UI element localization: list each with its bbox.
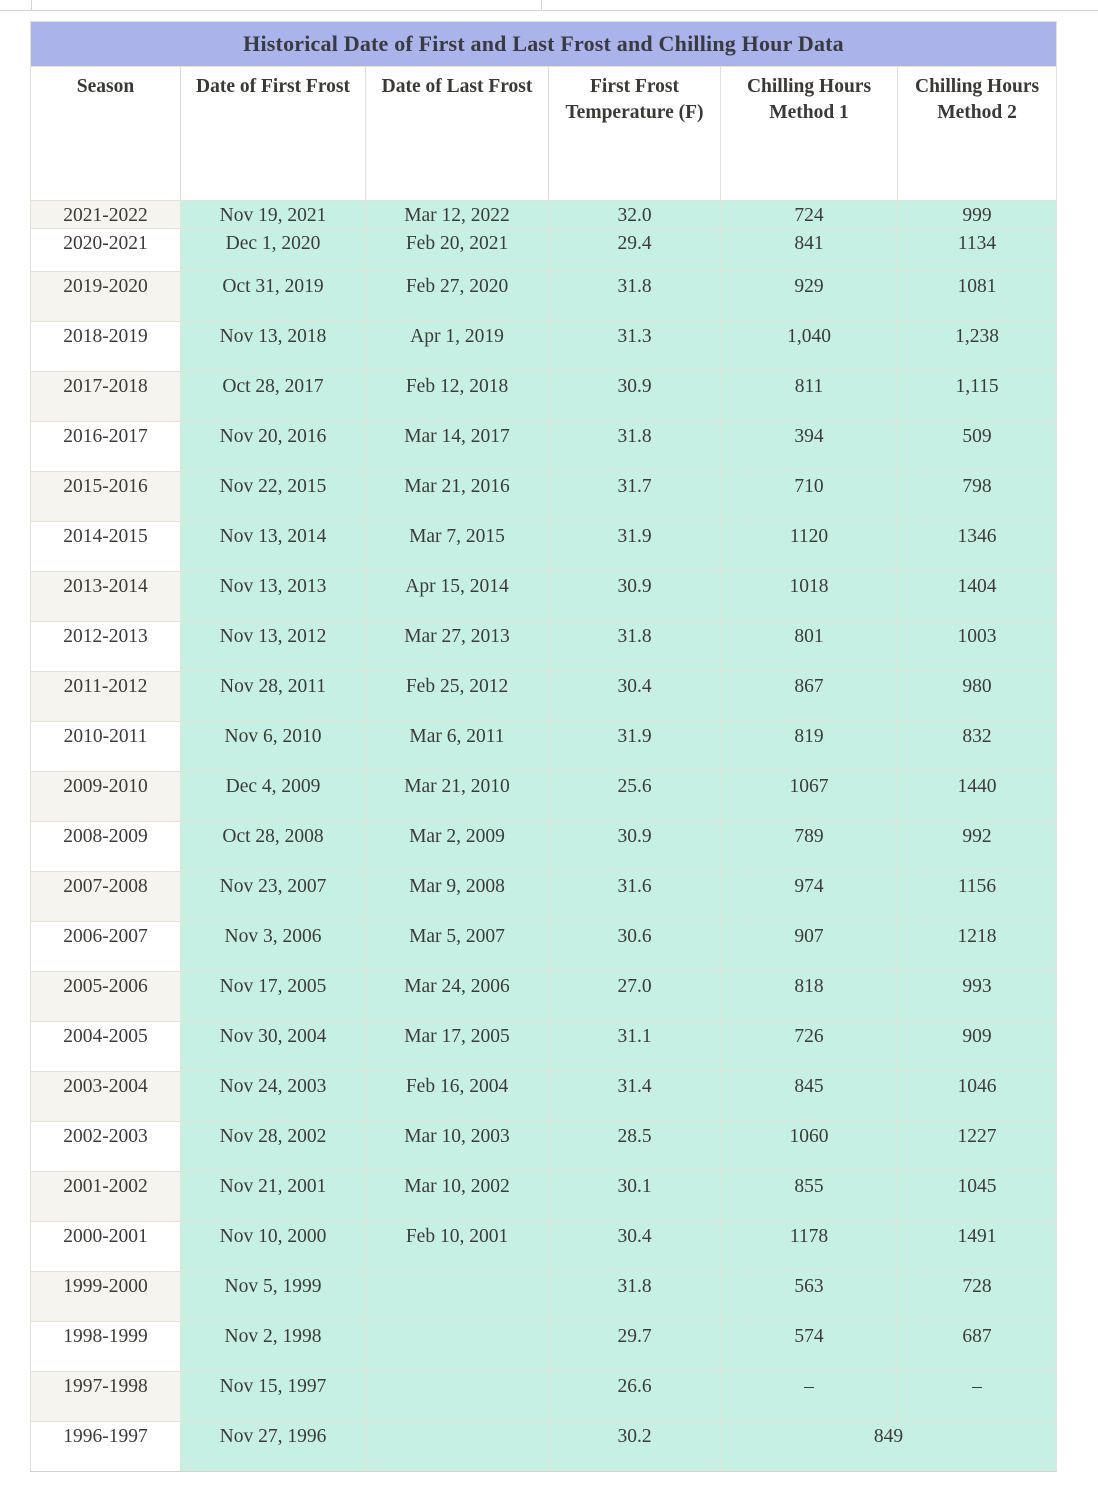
first-frost-temp-cell: 30.1 xyxy=(549,1172,721,1222)
table-row xyxy=(31,472,1057,522)
table-row xyxy=(31,522,1057,572)
chilling-hours-method1-cell: – xyxy=(721,1372,898,1422)
last-frost-date-cell: Feb 12, 2018 xyxy=(366,372,549,422)
chilling-hours-method2-cell: 980 xyxy=(898,672,1057,722)
table-row xyxy=(31,272,1057,322)
first-frost-temp-cell: 28.5 xyxy=(549,1122,721,1172)
chilling-hours-method2-cell: 728 xyxy=(898,1272,1057,1322)
frost-table-body xyxy=(31,201,1057,1472)
first-frost-temp-cell: 31.6 xyxy=(549,872,721,922)
last-frost-date-cell: Mar 27, 2013 xyxy=(366,622,549,672)
chilling-hours-method2-cell: 509 xyxy=(898,422,1057,472)
frost-table-container xyxy=(30,21,1098,1472)
chilling-hours-method2-cell: 1045 xyxy=(898,1172,1057,1222)
season-cell: 2003-2004 xyxy=(31,1072,181,1122)
chilling-hours-method1-cell: 841 xyxy=(721,229,898,272)
season-cell: 2008-2009 xyxy=(31,822,181,872)
chilling-hours-method2-cell: 992 xyxy=(898,822,1057,872)
top-remnant-divider xyxy=(541,0,542,10)
first-frost-date-cell: Nov 13, 2013 xyxy=(181,572,366,622)
chilling-hours-method2-cell: 1003 xyxy=(898,622,1057,672)
chilling-hours-method1-cell: 845 xyxy=(721,1072,898,1122)
chilling-hours-method1-cell: 1120 xyxy=(721,522,898,572)
chilling-hours-method1-cell: 818 xyxy=(721,972,898,1022)
table-row xyxy=(31,1272,1057,1322)
first-frost-date-cell: Nov 2, 1998 xyxy=(181,1322,366,1372)
chilling-hours-method1-cell: 789 xyxy=(721,822,898,872)
first-frost-date-cell: Nov 21, 2001 xyxy=(181,1172,366,1222)
first-frost-date-cell: Nov 27, 1996 xyxy=(181,1422,366,1472)
season-cell: 1997-1998 xyxy=(31,1372,181,1422)
chilling-hours-method2-cell: – xyxy=(898,1372,1057,1422)
first-frost-date-cell: Nov 3, 2006 xyxy=(181,922,366,972)
last-frost-date-cell: Feb 27, 2020 xyxy=(366,272,549,322)
season-cell: 2017-2018 xyxy=(31,372,181,422)
first-frost-date-cell: Nov 19, 2021 xyxy=(181,201,366,229)
last-frost-date-cell: Apr 1, 2019 xyxy=(366,322,549,372)
chilling-hours-method1-cell: 1,040 xyxy=(721,322,898,372)
first-frost-temp-cell: 32.0 xyxy=(549,201,721,229)
column-header-first-frost-temp: First Frost Temperature (F) xyxy=(549,67,721,201)
first-frost-date-cell: Nov 5, 1999 xyxy=(181,1272,366,1322)
first-frost-temp-cell: 31.3 xyxy=(549,322,721,372)
chilling-hours-method1-cell: 929 xyxy=(721,272,898,322)
column-header-row xyxy=(31,67,1057,201)
table-row xyxy=(31,422,1057,472)
first-frost-date-cell: Nov 15, 1997 xyxy=(181,1372,366,1422)
season-cell: 2020-2021 xyxy=(31,229,181,272)
season-cell: 2019-2020 xyxy=(31,272,181,322)
chilling-hours-method2-cell: 1046 xyxy=(898,1072,1057,1122)
first-frost-date-cell: Nov 20, 2016 xyxy=(181,422,366,472)
table-row xyxy=(31,1322,1057,1372)
first-frost-date-cell: Nov 17, 2005 xyxy=(181,972,366,1022)
first-frost-date-cell: Nov 13, 2014 xyxy=(181,522,366,572)
last-frost-date-cell xyxy=(366,1322,549,1372)
season-cell: 2014-2015 xyxy=(31,522,181,572)
last-frost-date-cell: Feb 20, 2021 xyxy=(366,229,549,272)
first-frost-date-cell: Nov 24, 2003 xyxy=(181,1072,366,1122)
first-frost-date-cell: Nov 30, 2004 xyxy=(181,1022,366,1072)
table-row xyxy=(31,322,1057,372)
chilling-hours-method1-cell: 710 xyxy=(721,472,898,522)
table-row xyxy=(31,1422,1057,1472)
table-row xyxy=(31,822,1057,872)
last-frost-date-cell: Mar 21, 2010 xyxy=(366,772,549,822)
table-row xyxy=(31,872,1057,922)
chilling-hours-method1-cell: 907 xyxy=(721,922,898,972)
column-header-last-frost-date: Date of Last Frost xyxy=(366,67,549,201)
last-frost-date-cell: Mar 21, 2016 xyxy=(366,472,549,522)
last-frost-date-cell: Mar 6, 2011 xyxy=(366,722,549,772)
top-remnant-row xyxy=(0,0,1098,11)
column-header-chilling-method-1: Chilling Hours Method 1 xyxy=(721,67,898,201)
chilling-hours-method2-cell: 832 xyxy=(898,722,1057,772)
chilling-hours-method1-cell: 801 xyxy=(721,622,898,672)
first-frost-date-cell: Dec 1, 2020 xyxy=(181,229,366,272)
top-remnant-divider xyxy=(31,0,32,10)
chilling-hours-method2-cell: 999 xyxy=(898,201,1057,229)
first-frost-temp-cell: 27.0 xyxy=(549,972,721,1022)
chilling-hours-method2-cell: 798 xyxy=(898,472,1057,522)
chilling-hours-method1-cell: 563 xyxy=(721,1272,898,1322)
first-frost-temp-cell: 30.9 xyxy=(549,822,721,872)
first-frost-temp-cell: 25.6 xyxy=(549,772,721,822)
season-cell: 2006-2007 xyxy=(31,922,181,972)
table-row xyxy=(31,772,1057,822)
table-row xyxy=(31,1022,1057,1072)
first-frost-temp-cell: 31.8 xyxy=(549,272,721,322)
last-frost-date-cell: Feb 25, 2012 xyxy=(366,672,549,722)
chilling-hours-method2-cell: 909 xyxy=(898,1022,1057,1072)
chilling-hours-method1-cell: 726 xyxy=(721,1022,898,1072)
last-frost-date-cell xyxy=(366,1372,549,1422)
first-frost-date-cell: Nov 13, 2018 xyxy=(181,322,366,372)
chilling-hours-method1-cell: 811 xyxy=(721,372,898,422)
season-cell: 2009-2010 xyxy=(31,772,181,822)
first-frost-temp-cell: 31.1 xyxy=(549,1022,721,1072)
table-row xyxy=(31,229,1057,272)
season-cell: 2010-2011 xyxy=(31,722,181,772)
chilling-hours-method2-cell: 1,238 xyxy=(898,322,1057,372)
season-cell: 2011-2012 xyxy=(31,672,181,722)
first-frost-temp-cell: 31.9 xyxy=(549,722,721,772)
table-row xyxy=(31,622,1057,672)
first-frost-temp-cell: 31.9 xyxy=(549,522,721,572)
first-frost-date-cell: Nov 23, 2007 xyxy=(181,872,366,922)
first-frost-temp-cell: 30.9 xyxy=(549,572,721,622)
frost-data-table xyxy=(30,21,1057,1472)
chilling-hours-method1-cell: 1060 xyxy=(721,1122,898,1172)
first-frost-temp-cell: 29.7 xyxy=(549,1322,721,1372)
chilling-hours-method2-cell: 687 xyxy=(898,1322,1057,1372)
first-frost-date-cell: Oct 28, 2008 xyxy=(181,822,366,872)
first-frost-date-cell: Nov 28, 2011 xyxy=(181,672,366,722)
season-cell: 2004-2005 xyxy=(31,1022,181,1072)
table-row xyxy=(31,972,1057,1022)
chilling-hours-method2-cell: 1218 xyxy=(898,922,1057,972)
table-row xyxy=(31,1072,1057,1122)
table-row xyxy=(31,572,1057,622)
season-cell: 1996-1997 xyxy=(31,1422,181,1472)
first-frost-date-cell: Nov 13, 2012 xyxy=(181,622,366,672)
first-frost-temp-cell: 29.4 xyxy=(549,229,721,272)
chilling-hours-method2-cell: 1404 xyxy=(898,572,1057,622)
table-row xyxy=(31,672,1057,722)
first-frost-temp-cell: 30.2 xyxy=(549,1422,721,1472)
table-row xyxy=(31,1372,1057,1422)
season-cell: 2002-2003 xyxy=(31,1122,181,1172)
first-frost-temp-cell: 30.6 xyxy=(549,922,721,972)
table-row xyxy=(31,1122,1057,1172)
chilling-hours-method1-cell: 1018 xyxy=(721,572,898,622)
chilling-hours-method2-cell: 1440 xyxy=(898,772,1057,822)
last-frost-date-cell: Mar 12, 2022 xyxy=(366,201,549,229)
first-frost-temp-cell: 30.4 xyxy=(549,672,721,722)
chilling-hours-method2-cell: 1227 xyxy=(898,1122,1057,1172)
season-cell: 2001-2002 xyxy=(31,1172,181,1222)
last-frost-date-cell xyxy=(366,1272,549,1322)
season-cell: 1998-1999 xyxy=(31,1322,181,1372)
chilling-hours-method1-cell: 394 xyxy=(721,422,898,472)
chilling-hours-merged-cell: 849 xyxy=(721,1422,1057,1472)
column-header-chilling-method-2: Chilling Hours Method 2 xyxy=(898,67,1057,201)
first-frost-temp-cell: 30.9 xyxy=(549,372,721,422)
first-frost-temp-cell: 31.8 xyxy=(549,422,721,472)
season-cell: 2000-2001 xyxy=(31,1222,181,1272)
chilling-hours-method2-cell: 1,115 xyxy=(898,372,1057,422)
chilling-hours-method1-cell: 574 xyxy=(721,1322,898,1372)
column-header-season: Season xyxy=(31,67,181,201)
last-frost-date-cell: Mar 14, 2017 xyxy=(366,422,549,472)
season-cell: 2018-2019 xyxy=(31,322,181,372)
first-frost-temp-cell: 31.8 xyxy=(549,1272,721,1322)
chilling-hours-method2-cell: 1491 xyxy=(898,1222,1057,1272)
chilling-hours-method1-cell: 724 xyxy=(721,201,898,229)
last-frost-date-cell: Mar 5, 2007 xyxy=(366,922,549,972)
last-frost-date-cell xyxy=(366,1422,549,1472)
season-cell: 1999-2000 xyxy=(31,1272,181,1322)
chilling-hours-method1-cell: 1178 xyxy=(721,1222,898,1272)
first-frost-temp-cell: 30.4 xyxy=(549,1222,721,1272)
last-frost-date-cell: Mar 9, 2008 xyxy=(366,872,549,922)
first-frost-date-cell: Nov 6, 2010 xyxy=(181,722,366,772)
chilling-hours-method2-cell: 1346 xyxy=(898,522,1057,572)
last-frost-date-cell: Mar 24, 2006 xyxy=(366,972,549,1022)
chilling-hours-method2-cell: 1081 xyxy=(898,272,1057,322)
first-frost-date-cell: Dec 4, 2009 xyxy=(181,772,366,822)
first-frost-temp-cell: 31.8 xyxy=(549,622,721,672)
season-cell: 2007-2008 xyxy=(31,872,181,922)
first-frost-date-cell: Nov 22, 2015 xyxy=(181,472,366,522)
season-cell: 2005-2006 xyxy=(31,972,181,1022)
first-frost-temp-cell: 31.4 xyxy=(549,1072,721,1122)
chilling-hours-method2-cell: 1134 xyxy=(898,229,1057,272)
table-row xyxy=(31,372,1057,422)
first-frost-date-cell: Nov 28, 2002 xyxy=(181,1122,366,1172)
season-cell: 2015-2016 xyxy=(31,472,181,522)
table-row xyxy=(31,1172,1057,1222)
season-cell: 2016-2017 xyxy=(31,422,181,472)
chilling-hours-method1-cell: 819 xyxy=(721,722,898,772)
chilling-hours-method1-cell: 1067 xyxy=(721,772,898,822)
first-frost-date-cell: Oct 31, 2019 xyxy=(181,272,366,322)
last-frost-date-cell: Mar 2, 2009 xyxy=(366,822,549,872)
chilling-hours-method1-cell: 867 xyxy=(721,672,898,722)
season-cell: 2012-2013 xyxy=(31,622,181,672)
chilling-hours-method1-cell: 974 xyxy=(721,872,898,922)
table-row xyxy=(31,201,1057,229)
chilling-hours-method2-cell: 1156 xyxy=(898,872,1057,922)
first-frost-date-cell: Oct 28, 2017 xyxy=(181,372,366,422)
season-cell: 2021-2022 xyxy=(31,201,181,229)
last-frost-date-cell: Feb 16, 2004 xyxy=(366,1072,549,1122)
table-row xyxy=(31,1222,1057,1272)
first-frost-date-cell: Nov 10, 2000 xyxy=(181,1222,366,1272)
last-frost-date-cell: Apr 15, 2014 xyxy=(366,572,549,622)
table-row xyxy=(31,922,1057,972)
last-frost-date-cell: Mar 17, 2005 xyxy=(366,1022,549,1072)
season-cell: 2013-2014 xyxy=(31,572,181,622)
table-row xyxy=(31,722,1057,772)
last-frost-date-cell: Mar 10, 2002 xyxy=(366,1172,549,1222)
first-frost-temp-cell: 31.7 xyxy=(549,472,721,522)
first-frost-temp-cell: 26.6 xyxy=(549,1372,721,1422)
last-frost-date-cell: Mar 10, 2003 xyxy=(366,1122,549,1172)
last-frost-date-cell: Mar 7, 2015 xyxy=(366,522,549,572)
column-header-first-frost-date: Date of First Frost xyxy=(181,67,366,201)
chilling-hours-method2-cell: 993 xyxy=(898,972,1057,1022)
table-title: Historical Date of First and Last Frost and Chilling Hour Data xyxy=(31,22,1057,67)
last-frost-date-cell: Feb 10, 2001 xyxy=(366,1222,549,1272)
chilling-hours-method1-cell: 855 xyxy=(721,1172,898,1222)
title-row xyxy=(31,22,1057,67)
